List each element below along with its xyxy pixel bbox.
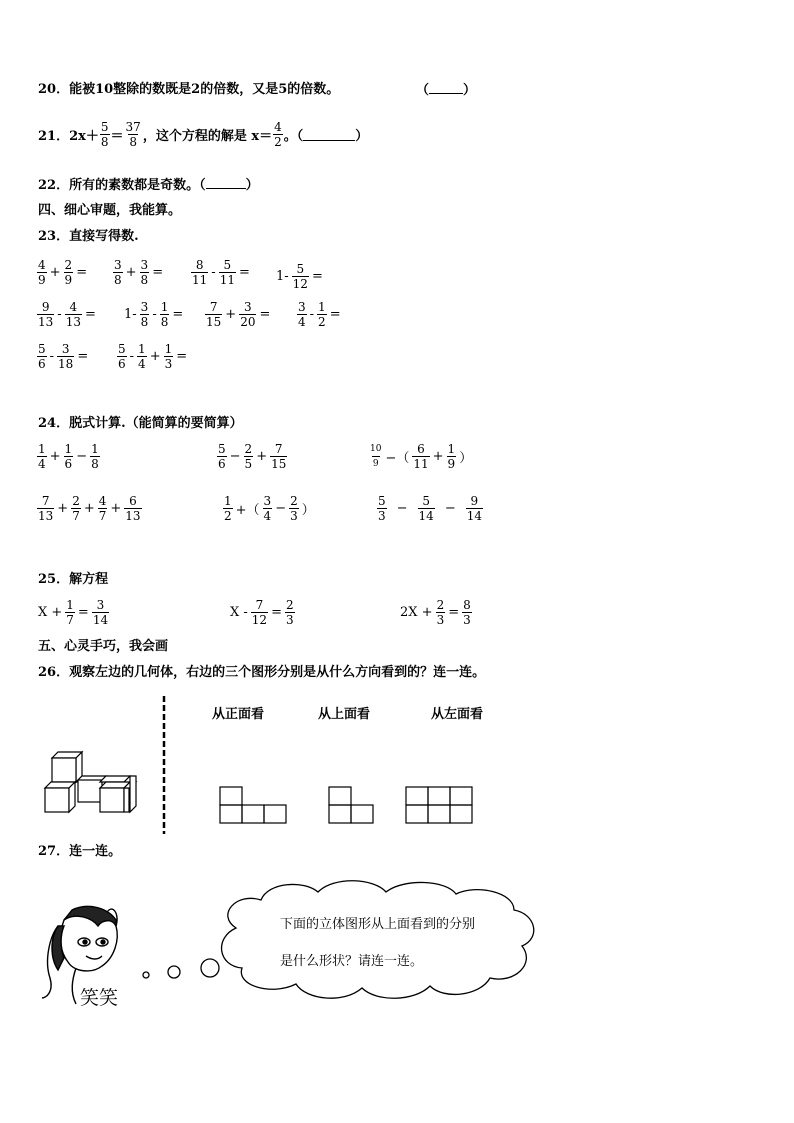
fraction: $\frac{2}{3}$ (290, 494, 298, 523)
fraction: $\frac{1}{2}$ (318, 300, 326, 329)
q23-expression (274, 262, 325, 291)
fraction: $\frac{5}{11}$ (219, 258, 235, 287)
operator: 2X + (400, 605, 433, 620)
q25-equation (228, 598, 296, 627)
operator: − (396, 501, 408, 516)
q21-question: 21． 2x＋ $\frac{5}{8}$ ＝ $\frac{37}{8}$ ，这个方程的解是 x＝ $\frac{4}{2}$ 。（ ） (38, 120, 369, 149)
q20-text: 20．能被10整除的数既是2的倍数，又是5的倍数。 (38, 82, 340, 97)
view-label-front: 从正面看 (212, 707, 265, 722)
q20-answer-blank[interactable]: （ ） (416, 83, 477, 98)
fraction: $\frac{1}{8}$ (91, 442, 99, 471)
fraction: $\frac{5}{6}$ (38, 342, 46, 371)
fraction: $\frac{6}{13}$ (125, 494, 141, 523)
view-label-top: 从上面看 (318, 707, 371, 722)
q24-expression (368, 442, 474, 471)
operator: + (49, 449, 61, 464)
operator: + (432, 449, 444, 464)
fraction: $\frac{2}{3}$ (285, 598, 294, 627)
fraction: $\frac{2}{9}$ (64, 258, 73, 287)
q24-expression (36, 494, 143, 523)
view-label-left: 从左面看 (431, 707, 484, 722)
operator: − (444, 501, 456, 516)
fraction: $\frac{1}{4}$ (138, 342, 146, 371)
operator: − (229, 449, 241, 464)
fraction: $\frac{3}{14}$ (92, 598, 109, 627)
operator: +（ (235, 503, 260, 518)
equals-sign: = (176, 349, 188, 364)
fraction: $\frac{4}{13}$ (65, 300, 81, 329)
operator: + (256, 449, 268, 464)
fraction: $\frac{3}{8}$ (114, 258, 122, 287)
fraction: $\frac{1}{6}$ (64, 442, 73, 471)
operator: + (49, 265, 61, 280)
fraction: $\frac{6}{11}$ (413, 442, 429, 471)
equals-sign: = (259, 307, 271, 322)
operator: - (129, 349, 135, 364)
fraction: $\frac{9}{13}$ (38, 300, 54, 329)
equals-sign: = (84, 307, 96, 322)
fraction: $\frac{9}{14}$ (466, 494, 483, 523)
q23-expression (36, 300, 98, 329)
q24-expression (222, 494, 317, 523)
fraction: $\frac{7}{15}$ (206, 300, 222, 329)
q23-expression (204, 300, 272, 329)
operator: X + (38, 605, 63, 620)
fraction: $\frac{1}{3}$ (164, 342, 173, 371)
operator: + (110, 501, 122, 516)
equals-sign: = (76, 265, 88, 280)
operator: −（ (385, 451, 410, 466)
equals-sign: = (329, 307, 341, 322)
fraction: $\frac{3}{4}$ (263, 494, 272, 523)
fraction: $\frac{3}{8}$ (140, 300, 149, 329)
operator: − (275, 501, 287, 516)
equals-sign: = (238, 265, 250, 280)
q26-figure (36, 692, 496, 837)
fraction: $\frac{5}{6}$ (218, 442, 226, 471)
equals-sign: = (77, 349, 89, 364)
q22-answer-blank[interactable] (206, 177, 246, 189)
q24-expression (376, 494, 484, 523)
q24-title: 24．脱式计算.（能简算的要简算） (38, 416, 243, 431)
operator: ） (459, 451, 473, 466)
q23-expression (36, 258, 89, 287)
fraction: $\frac{7}{13}$ (38, 494, 54, 523)
fraction: $\frac{1}{9}$ (447, 442, 456, 471)
fraction: $\frac{5}{3}$ (378, 494, 386, 523)
fraction: $\frac{1}{8}$ (160, 300, 169, 329)
fraction: $\frac{5}{12}$ (292, 262, 308, 291)
equals-sign: = (152, 265, 164, 280)
q21-answer-blank[interactable] (303, 129, 355, 141)
operator: = (448, 605, 460, 620)
view-shape-3 (406, 787, 472, 823)
section-4-heading: 四、细心审题，我能算。 (38, 203, 182, 218)
q23-expression (122, 300, 185, 329)
equals-sign: = (311, 269, 323, 284)
q26-title: 26．观察左边的几何体，右边的三个图形分别是从什么方向看到的？连一连。 (38, 665, 486, 680)
section-5-heading: 五、心灵手巧，我会画 (38, 639, 169, 654)
operator: ） (301, 503, 315, 518)
fraction: $\frac{8}{11}$ (192, 258, 208, 287)
operator: - (152, 307, 157, 322)
fraction: $\frac{3}{18}$ (58, 342, 74, 371)
girl-name-label: 笑笑 (80, 987, 119, 1009)
operator: − (76, 449, 88, 464)
fraction: $\frac{7}{15}$ (271, 442, 287, 471)
fraction: $\frac{2}{5}$ (244, 442, 253, 471)
fraction: $\frac{5}{14}$ (418, 494, 434, 523)
fraction: $\frac{4}{7}$ (98, 494, 107, 523)
q23-title: 23．直接写得数. (38, 229, 139, 244)
operator: X - (230, 605, 248, 620)
equals-sign: = (172, 307, 184, 322)
q23-expression (296, 300, 343, 329)
fraction: $\frac{7}{12}$ (251, 598, 268, 627)
q23-expression (112, 258, 165, 287)
q27-illustration (36, 880, 596, 1010)
operator: + (57, 501, 69, 516)
fraction: $\frac{1}{7}$ (66, 598, 74, 627)
operator: - (309, 307, 315, 322)
fraction: $\frac{10}{9}$ (370, 444, 382, 469)
operator: + (125, 265, 137, 280)
q23-expression (190, 258, 252, 287)
operator: - (211, 265, 216, 280)
fraction: $\frac{4}{9}$ (38, 258, 46, 287)
fraction: $\frac{2}{3}$ (436, 598, 445, 627)
operator: + (225, 307, 237, 322)
operator: 1- (124, 307, 137, 322)
fraction: $\frac{3}{4}$ (298, 300, 306, 329)
q22-text: 22．所有的素数都是奇数。（ ） (38, 178, 259, 193)
fraction: $\frac{3}{8}$ (140, 258, 149, 287)
q24-expression (216, 442, 288, 471)
fraction: $\frac{1}{4}$ (38, 442, 46, 471)
q25-title: 25．解方程 (38, 572, 109, 587)
operator: - (49, 349, 55, 364)
fraction: $\frac{5}{6}$ (118, 342, 126, 371)
view-shape-2 (329, 787, 373, 823)
q24-expression (36, 442, 101, 471)
operator: + (149, 349, 161, 364)
operator: 1- (276, 269, 289, 284)
fraction: $\frac{2}{7}$ (72, 494, 80, 523)
q23-expression (116, 342, 189, 371)
thought-cloud (143, 881, 534, 999)
fraction: $\frac{8}{3}$ (463, 598, 471, 627)
q23-expression (36, 342, 90, 371)
q25-equation (398, 598, 473, 627)
operator: - (57, 307, 62, 322)
bubble-line-2: 是什么形状？请连一连。 (280, 954, 424, 969)
q27-title: 27．连一连。 (38, 844, 122, 859)
operator: = (77, 605, 89, 620)
geometry-solid (45, 752, 136, 812)
fraction: $\frac{1}{2}$ (224, 494, 232, 523)
bubble-line-1: 下面的立体图形从上面看到的分别 (280, 917, 476, 932)
operator: = (271, 605, 282, 620)
view-shape-1 (220, 787, 286, 823)
fraction: $\frac{3}{20}$ (240, 300, 256, 329)
operator: + (83, 501, 95, 516)
q25-equation (36, 598, 110, 627)
